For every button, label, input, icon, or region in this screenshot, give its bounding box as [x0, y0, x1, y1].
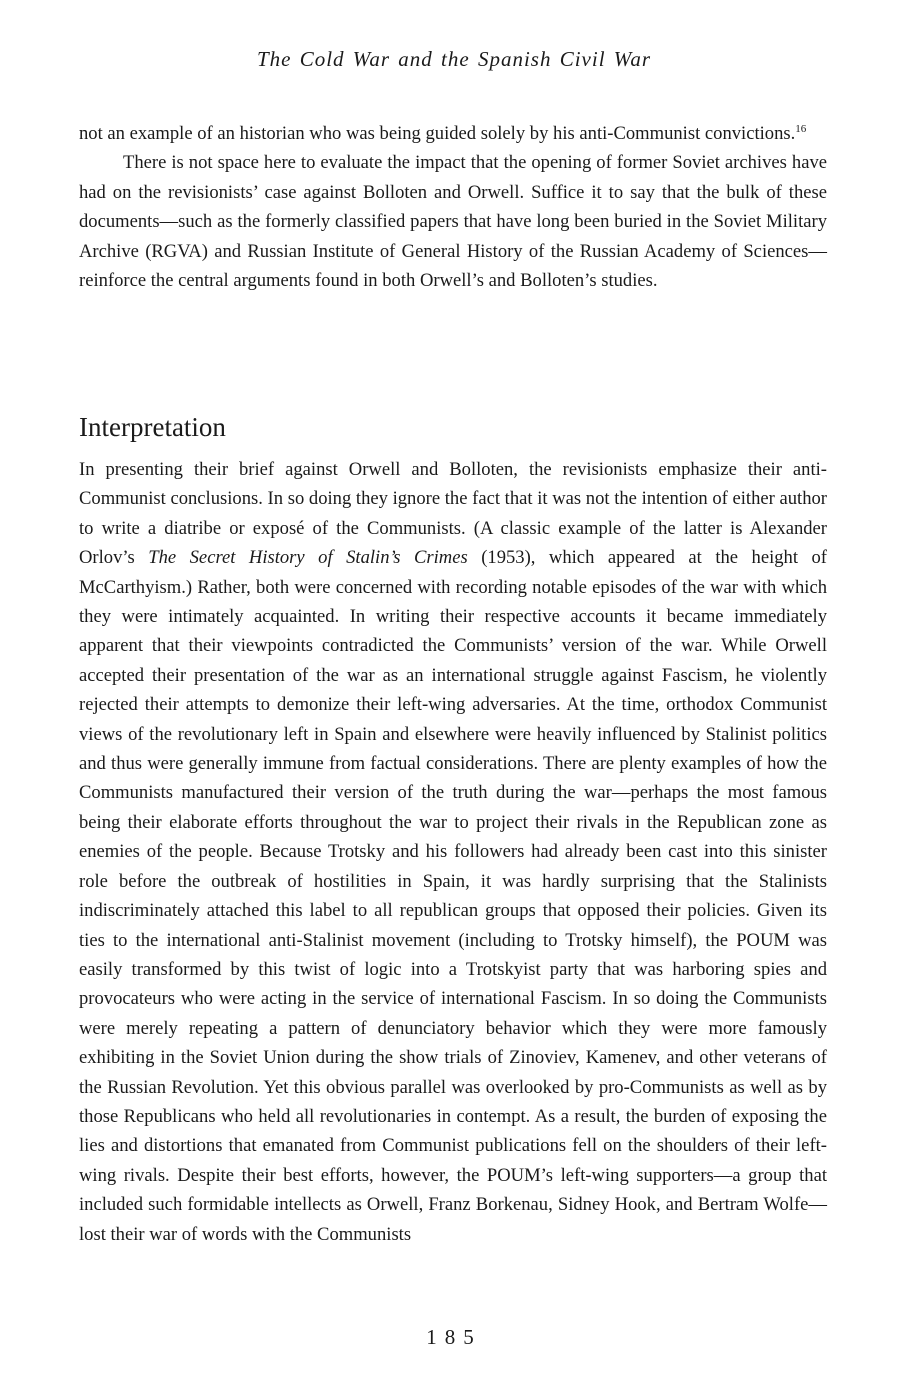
- footnote-marker: 16: [795, 123, 807, 135]
- text-block-top: [79, 119, 827, 295]
- paragraph-archives: There is not space here to evaluate the impact that the opening of former Soviet archives have had on the revisionists’ case against Bolloten and Orwell. Suffice it to say that the bulk of these documents—such as the formerly classified papers that have long been buried in the Soviet Military Archive (RGVA) and Russian Institute of General History of the Russian Academy of Sciences—reinforce the central arguments found in both Orwell’s and Bolloten’s studies.: [79, 152, 827, 292]
- paragraph-interpretation-text-1: In presenting their brief against Orwell and Bolloten, the revisionists emphasize their anti-Communist conclusions. In so doing they ignore the fact that it was not the intention of either author to write a diatribe or exposé of the Communists. (A classic example of the latter is Alexander Orlov’s: [79, 459, 827, 569]
- section-heading: Interpretation: [79, 412, 226, 442]
- page-number: 185: [426, 1325, 482, 1349]
- text-block-interpretation: [79, 455, 827, 1249]
- book-title: The Secret History of Stalin’s Crimes: [148, 547, 468, 569]
- paragraph-interpretation: [79, 455, 827, 1249]
- running-head: The Cold War and the Spanish Civil War: [256, 47, 652, 71]
- paragraph-interpretation-text-2: (1953), which appeared at the height of McCarthyism.) Rather, both were concerned with recording notable episodes of the war with which they were intimately acquainted. In writing their respective accounts it became immediately apparent that their viewpoints contradicted the Communists’ version of the war. While Orwell accepted their presentation of the war as an international struggle against Fascism, he violently rejected their attempts to demonize their left-wing adversaries. At the time, orthodox Communist views of the revolutionary left in Spain and elsewhere were heavily influenced by Stalinist politics and thus were generally immune from factual considerations. There are plenty examples of how the Communists manufactured their version of the truth during the war—perhaps the most famous being their elaborate efforts throughout the war to project their rivals in the Republican zone as enemies of the people. Because Trotsky and his followers had already been cast into this sinister role before the outbreak of hostilities in Spain, it was hardly surprising that the Stalinists indiscriminately attached this label to all republican groups that opposed their policies. Given its ties to the international anti-Stalinist movement (including to Trotsky himself), the POUM was easily transformed by this twist of logic into a Trotskyist party that was harboring spies and provocateurs who were acting in the service of international Fascism. In so doing the Communists were merely repeating a pattern of denunciatory behavior which they were more famously exhibiting in the Soviet Union during the show trials of Zinoviev, Kamenev, and other veterans of the Russian Revolution. Yet this obvious parallel was overlooked by pro-Communists as well as by those Republicans who held all revolutionaries in contempt. As a result, the burden of exposing the lies and distortions that emanated from Communist publications fell on the shoulders of their left-wing rivals. Despite their best efforts, however, the POUM’s left-wing supporters—a group that included such formidable intellects as Orwell, Franz Borkenau, Sidney Hook, and Bertram Wolfe—lost their war of words with the Communists: [79, 547, 827, 1245]
- paragraph-continuation: [79, 119, 827, 148]
- paragraph-continuation-text: not an example of an historian who was being guided solely by his anti-Communist convictions.: [79, 123, 796, 144]
